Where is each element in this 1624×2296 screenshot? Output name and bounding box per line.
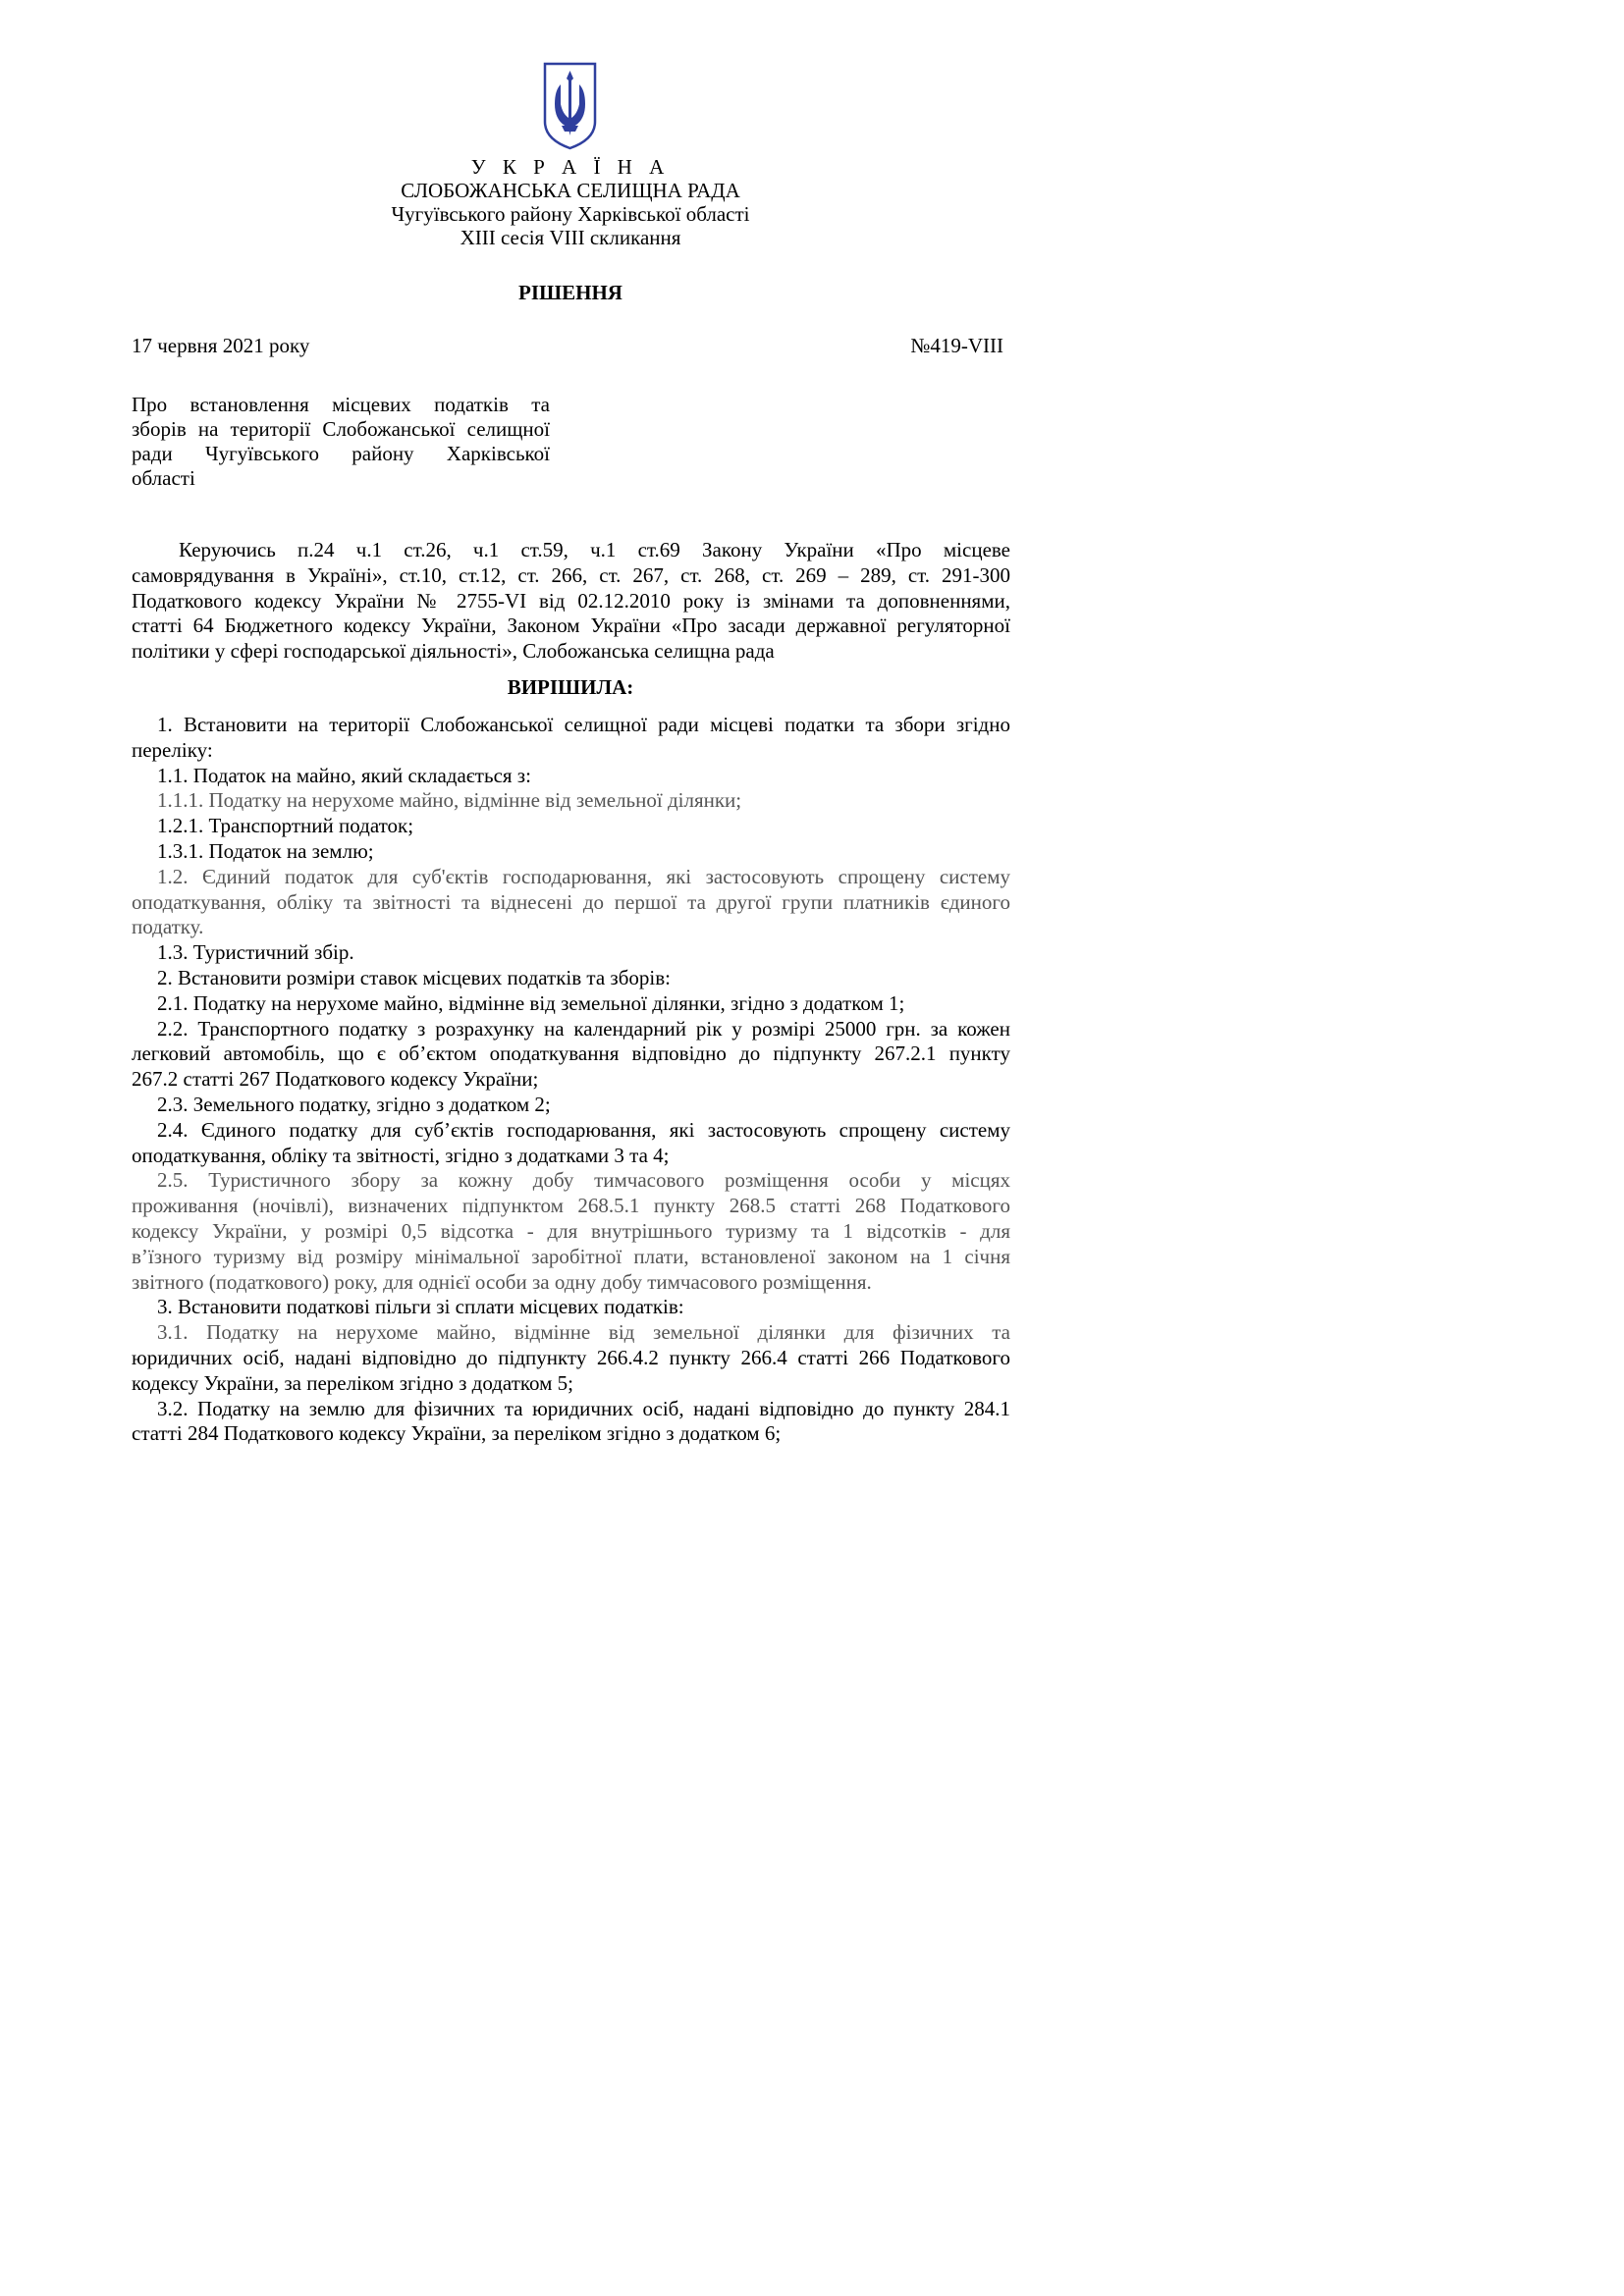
decision-date: 17 червня 2021 року (132, 334, 310, 357)
decision-subject (132, 393, 550, 491)
item-line: 1.1.1. Податку на нерухоме майно, відмінне від земельної ділянки; (157, 788, 742, 813)
item-line: 1.3.1. Податок на землю; (157, 838, 374, 863)
decision-number: №419-VIII (910, 334, 1003, 357)
list-item (132, 814, 1010, 839)
subject-line: зборів на території Слобожанської селищної (132, 417, 550, 441)
preamble (132, 538, 1010, 665)
list-item (132, 940, 1010, 966)
item-line: статті 284 Податкового кодексу України, за переліком згідно з додатком 6; (132, 1421, 782, 1446)
item-line: оподаткування, обліку та звітності, згідно з додатками 3 та 4; (132, 1143, 670, 1167)
item-line: 2.2. Транспортного податку з розрахунку на календарний рік у розмірі 25000 грн. за кожен (157, 1016, 1010, 1041)
list-item (132, 1320, 1010, 1396)
item-line: 3.2. Податку на землю для фізичних та юридичних осіб, надані відповідно до пункту 284.1 (157, 1396, 1010, 1420)
item-line: оподаткування, обліку та звітності та віднесені до першої та другої групи платників єдиного (132, 889, 1010, 914)
preamble-line: Податкового кодексу України № 2755-VI від 02.12.2010 року із змінами та доповненнями, (132, 588, 1010, 613)
item-line: 3.1. Податку на нерухоме майно, відмінне від земельної ділянки для фізичних та (157, 1320, 1010, 1345)
list-item (132, 966, 1010, 991)
header-council: СЛОБОЖАНСЬКА СЕЛИЩНА РАДА (401, 179, 740, 202)
subject-line: Про встановлення місцевих податків та (132, 393, 550, 416)
list-item (132, 1168, 1010, 1295)
item-line: 1.2. Єдиний податок для суб'єктів господарювання, які застосовують спрощену систему (157, 864, 1010, 888)
list-item (132, 1093, 1010, 1118)
item-line: 3. Встановити податкові пільги зі сплати місцевих податків: (157, 1295, 684, 1319)
preamble-line: Керуючись п.24 ч.1 ст.26, ч.1 ст.59, ч.1 ст.69 Закону України «Про місцеве (179, 538, 1010, 561)
item-line: проживання (ночівлі), визначених підпунктом 268.5.1 пункту 268.5 статті 268 Податкового (132, 1194, 1010, 1218)
list-item (132, 839, 1010, 865)
item-line: 2.4. Єдиного податку для суб’єктів господарювання, які застосовують спрощену систему (157, 1117, 1010, 1142)
list-item (132, 1397, 1010, 1448)
item-line: переліку: (132, 737, 213, 762)
ukraine-coat-of-arms-icon (542, 61, 598, 151)
item-line: 2.5. Туристичного збору за кожну добу тимчасового розміщення особи у місцях (157, 1168, 1010, 1193)
header-country: У К Р А Ї Н А (470, 155, 671, 179)
item-line: кодексу України, за переліком згідно з додатком 5; (132, 1370, 573, 1395)
item-line: 1.2.1. Транспортний податок; (157, 814, 414, 838)
document-page (0, 0, 1086, 1535)
item-line: податку. (132, 915, 204, 939)
item-line: 2. Встановити розміри ставок місцевих податків та зборів: (157, 965, 672, 989)
item-line: 1.1. Податок на майно, який складається з: (157, 763, 531, 787)
preamble-line: статті 64 Бюджетного кодексу України, Законом України «Про засади державної регуляторної (132, 614, 1010, 638)
list-item (132, 764, 1010, 789)
list-item (132, 865, 1010, 940)
list-item (132, 1295, 1010, 1320)
item-line: 267.2 статті 267 Податкового кодексу України; (132, 1067, 539, 1092)
list-item (132, 991, 1010, 1017)
document-title: РІШЕННЯ (518, 281, 623, 304)
header-session: XIII сесія VIII скликання (460, 226, 681, 249)
decision-items (132, 713, 1010, 1447)
item-line: кодексу України, у розмірі 0,5 відсотка - для внутрішнього туризму та 1 відсотків - для (132, 1218, 1010, 1243)
list-item (132, 713, 1010, 764)
item-line: 2.1. Податку на нерухоме майно, відмінне від земельної ділянки, згідно з додатком 1; (157, 990, 905, 1015)
preamble-line: самоврядування в Україні», ст.10, ст.12, ст. 266, ст. 267, ст. 268, ст. 269 – 289, ст. 291-300 (132, 562, 1010, 587)
item-line: легковий автомобіль, що є об’єктом оподаткування відповідно до підпункту 267.2.1 пункту (132, 1041, 1010, 1066)
list-item (132, 1118, 1010, 1169)
item-line: 1. Встановити на території Слобожанської селищної ради місцеві податки та збори згідно (157, 713, 1010, 736)
item-line: в’їзного туризму від розміру мінімальної заробітної плати, встановленої законом на 1 січня (132, 1244, 1010, 1268)
subject-line: області (132, 466, 195, 490)
header-district: Чугуївського району Харківської області (391, 202, 750, 226)
item-line: юридичних осіб, надані відповідно до підпункту 266.4.2 пункту 266.4 статті 266 Податкового (132, 1345, 1010, 1369)
item-line: 1.3. Туристичний збір. (157, 940, 354, 965)
list-item (132, 1017, 1010, 1093)
decided-heading: ВИРІШИЛА: (507, 675, 634, 699)
preamble-line: політики у сфері господарської діяльності», Слобожанська селищна рада (132, 639, 775, 664)
item-line: 2.3. Земельного податку, згідно з додатком 2; (157, 1092, 551, 1116)
item-line: звітного (податкового) року, для однієї особи за одну добу тимчасового розміщення. (132, 1269, 872, 1294)
subject-line: ради Чугуївського району Харківської (132, 442, 550, 465)
list-item (132, 788, 1010, 814)
